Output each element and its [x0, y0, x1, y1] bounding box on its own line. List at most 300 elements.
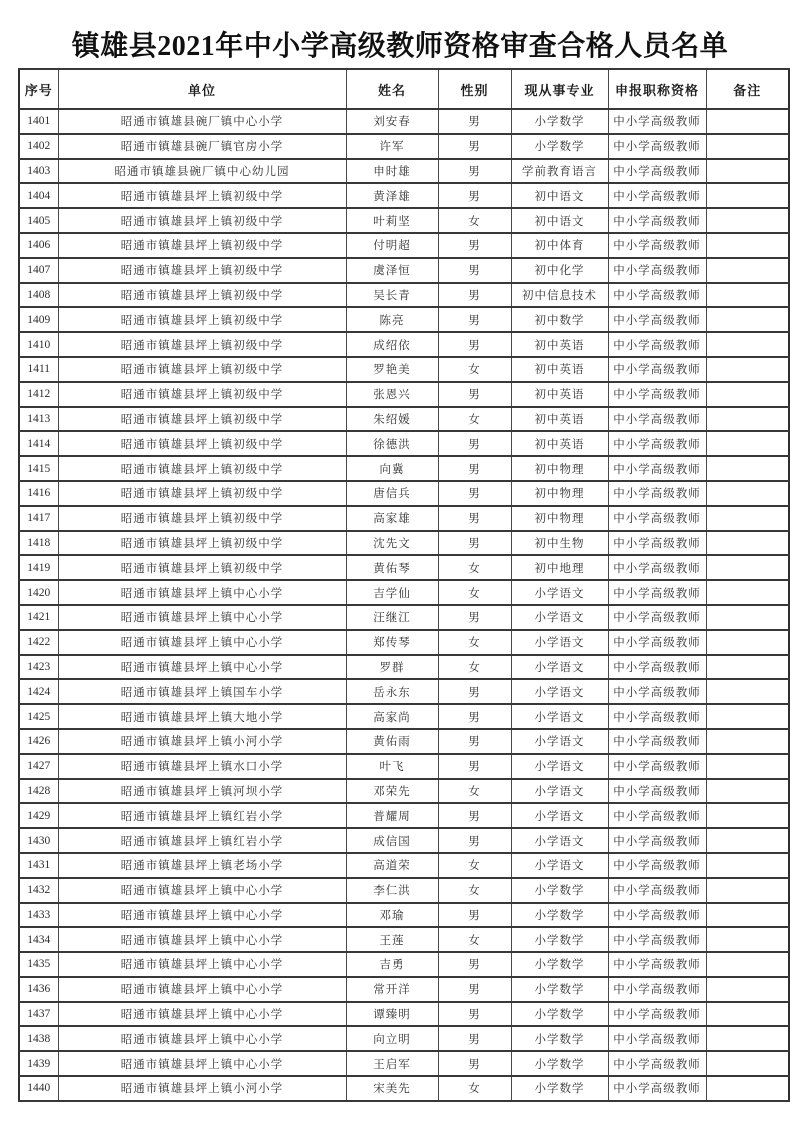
cell-profession: 小学数学 [511, 878, 608, 903]
cell-profession: 小学数学 [511, 1076, 608, 1101]
cell-name: 刘安春 [346, 109, 438, 134]
cell-index: 1439 [19, 1051, 58, 1076]
column-header-unit: 单位 [58, 69, 346, 109]
cell-unit: 昭通市镇雄县坪上镇中心小学 [58, 977, 346, 1002]
column-header-remark: 备注 [706, 69, 789, 109]
cell-unit: 昭通市镇雄县坪上镇中心小学 [58, 903, 346, 928]
table-row [19, 1002, 789, 1027]
cell-gender: 男 [438, 828, 511, 853]
table-row [19, 952, 789, 977]
cell-remark [706, 878, 789, 903]
cell-title-qualification: 中小学高级教师 [608, 779, 706, 804]
cell-gender: 女 [438, 630, 511, 655]
cell-gender: 男 [438, 1026, 511, 1051]
table-row [19, 655, 789, 680]
table-row [19, 729, 789, 754]
cell-profession: 小学数学 [511, 1051, 608, 1076]
cell-profession: 小学语文 [511, 803, 608, 828]
cell-remark [706, 1026, 789, 1051]
cell-index: 1402 [19, 134, 58, 159]
cell-profession: 小学数学 [511, 1002, 608, 1027]
table-row [19, 555, 789, 580]
cell-index: 1438 [19, 1026, 58, 1051]
cell-unit: 昭通市镇雄县坪上镇河坝小学 [58, 779, 346, 804]
table-row [19, 630, 789, 655]
cell-gender: 女 [438, 927, 511, 952]
cell-name: 郑传琴 [346, 630, 438, 655]
cell-gender: 男 [438, 382, 511, 407]
table-row [19, 828, 789, 853]
cell-name: 邓瑜 [346, 903, 438, 928]
cell-remark [706, 580, 789, 605]
cell-name: 李仁洪 [346, 878, 438, 903]
cell-name: 成绍依 [346, 332, 438, 357]
cell-profession: 小学语文 [511, 605, 608, 630]
cell-name: 申时雄 [346, 159, 438, 184]
cell-profession: 小学数学 [511, 109, 608, 134]
cell-index: 1440 [19, 1076, 58, 1101]
cell-index: 1419 [19, 555, 58, 580]
cell-index: 1418 [19, 531, 58, 556]
cell-name: 汪继江 [346, 605, 438, 630]
cell-unit: 昭通市镇雄县坪上镇水口小学 [58, 754, 346, 779]
cell-title-qualification: 中小学高级教师 [608, 803, 706, 828]
cell-remark [706, 605, 789, 630]
table-row [19, 704, 789, 729]
cell-gender: 男 [438, 754, 511, 779]
cell-name: 高家雄 [346, 506, 438, 531]
cell-title-qualification: 中小学高级教师 [608, 183, 706, 208]
cell-title-qualification: 中小学高级教师 [608, 952, 706, 977]
cell-title-qualification: 中小学高级教师 [608, 283, 706, 308]
cell-unit: 昭通市镇雄县坪上镇小河小学 [58, 729, 346, 754]
cell-name: 叶莉坚 [346, 208, 438, 233]
cell-remark [706, 555, 789, 580]
cell-unit: 昭通市镇雄县坪上镇中心小学 [58, 1051, 346, 1076]
cell-unit: 昭通市镇雄县坪上镇初级中学 [58, 531, 346, 556]
cell-title-qualification: 中小学高级教师 [608, 233, 706, 258]
cell-index: 1404 [19, 183, 58, 208]
cell-unit: 昭通市镇雄县坪上镇初级中学 [58, 258, 346, 283]
cell-name: 黄泽雄 [346, 183, 438, 208]
cell-remark [706, 679, 789, 704]
cell-name: 沈先文 [346, 531, 438, 556]
cell-gender: 男 [438, 1002, 511, 1027]
cell-profession: 初中信息技术 [511, 283, 608, 308]
cell-name: 付明超 [346, 233, 438, 258]
cell-remark [706, 729, 789, 754]
table-row [19, 903, 789, 928]
table-row [19, 605, 789, 630]
cell-gender: 男 [438, 977, 511, 1002]
cell-title-qualification: 中小学高级教师 [608, 704, 706, 729]
cell-gender: 女 [438, 357, 511, 382]
cell-remark [706, 357, 789, 382]
cell-title-qualification: 中小学高级教师 [608, 754, 706, 779]
cell-title-qualification: 中小学高级教师 [608, 679, 706, 704]
cell-gender: 女 [438, 1076, 511, 1101]
cell-name: 向立明 [346, 1026, 438, 1051]
cell-profession: 初中英语 [511, 332, 608, 357]
cell-gender: 女 [438, 878, 511, 903]
cell-title-qualification: 中小学高级教师 [608, 531, 706, 556]
cell-name: 邓荣先 [346, 779, 438, 804]
cell-name: 高家尚 [346, 704, 438, 729]
cell-title-qualification: 中小学高级教师 [608, 878, 706, 903]
cell-index: 1409 [19, 307, 58, 332]
cell-unit: 昭通市镇雄县坪上镇初级中学 [58, 183, 346, 208]
table-row [19, 456, 789, 481]
cell-name: 普耀周 [346, 803, 438, 828]
cell-unit: 昭通市镇雄县坪上镇初级中学 [58, 431, 346, 456]
cell-title-qualification: 中小学高级教师 [608, 555, 706, 580]
cell-name: 黄佑雨 [346, 729, 438, 754]
cell-name: 唐信兵 [346, 481, 438, 506]
table-row [19, 481, 789, 506]
cell-profession: 小学数学 [511, 977, 608, 1002]
cell-name: 吉勇 [346, 952, 438, 977]
cell-remark [706, 803, 789, 828]
cell-name: 向冀 [346, 456, 438, 481]
cell-title-qualification: 中小学高级教师 [608, 630, 706, 655]
cell-name: 张恩兴 [346, 382, 438, 407]
cell-profession: 小学数学 [511, 903, 608, 928]
cell-title-qualification: 中小学高级教师 [608, 580, 706, 605]
cell-remark [706, 977, 789, 1002]
cell-name: 谭臻明 [346, 1002, 438, 1027]
cell-unit: 昭通市镇雄县坪上镇初级中学 [58, 208, 346, 233]
cell-unit: 昭通市镇雄县坪上镇中心小学 [58, 1026, 346, 1051]
cell-remark [706, 109, 789, 134]
cell-index: 1436 [19, 977, 58, 1002]
cell-profession: 初中语文 [511, 183, 608, 208]
cell-index: 1421 [19, 605, 58, 630]
cell-gender: 男 [438, 332, 511, 357]
cell-name: 徐德洪 [346, 431, 438, 456]
cell-unit: 昭通市镇雄县坪上镇红岩小学 [58, 803, 346, 828]
cell-index: 1429 [19, 803, 58, 828]
cell-title-qualification: 中小学高级教师 [608, 1051, 706, 1076]
column-header-title-qualification: 申报职称资格 [608, 69, 706, 109]
cell-remark [706, 407, 789, 432]
cell-index: 1422 [19, 630, 58, 655]
cell-profession: 小学数学 [511, 1026, 608, 1051]
cell-gender: 女 [438, 208, 511, 233]
cell-title-qualification: 中小学高级教师 [608, 506, 706, 531]
cell-title-qualification: 中小学高级教师 [608, 853, 706, 878]
cell-gender: 男 [438, 481, 511, 506]
cell-gender: 女 [438, 580, 511, 605]
cell-unit: 昭通市镇雄县坪上镇初级中学 [58, 357, 346, 382]
cell-profession: 小学语文 [511, 580, 608, 605]
cell-remark [706, 134, 789, 159]
cell-name: 吴长青 [346, 283, 438, 308]
cell-gender: 男 [438, 307, 511, 332]
cell-index: 1410 [19, 332, 58, 357]
cell-gender: 男 [438, 506, 511, 531]
cell-remark [706, 307, 789, 332]
table-row [19, 679, 789, 704]
cell-index: 1431 [19, 853, 58, 878]
table-row [19, 208, 789, 233]
cell-title-qualification: 中小学高级教师 [608, 1026, 706, 1051]
table-row [19, 332, 789, 357]
cell-profession: 小学语文 [511, 828, 608, 853]
cell-name: 吉学仙 [346, 580, 438, 605]
cell-remark [706, 382, 789, 407]
cell-profession: 小学语文 [511, 729, 608, 754]
cell-gender: 男 [438, 704, 511, 729]
cell-profession: 初中数学 [511, 307, 608, 332]
cell-index: 1427 [19, 754, 58, 779]
cell-title-qualification: 中小学高级教师 [608, 1076, 706, 1101]
table-row [19, 159, 789, 184]
cell-name: 岳永东 [346, 679, 438, 704]
cell-unit: 昭通市镇雄县坪上镇初级中学 [58, 555, 346, 580]
cell-index: 1408 [19, 283, 58, 308]
cell-index: 1420 [19, 580, 58, 605]
cell-profession: 初中地理 [511, 555, 608, 580]
cell-remark [706, 1076, 789, 1101]
cell-remark [706, 208, 789, 233]
cell-gender: 男 [438, 258, 511, 283]
cell-name: 许军 [346, 134, 438, 159]
table-row [19, 357, 789, 382]
cell-remark [706, 481, 789, 506]
cell-profession: 小学数学 [511, 952, 608, 977]
cell-remark [706, 828, 789, 853]
cell-remark [706, 853, 789, 878]
cell-profession: 初中物理 [511, 456, 608, 481]
cell-title-qualification: 中小学高级教师 [608, 927, 706, 952]
table-row [19, 431, 789, 456]
table-row [19, 878, 789, 903]
cell-profession: 初中生物 [511, 531, 608, 556]
column-header-gender: 性别 [438, 69, 511, 109]
cell-index: 1417 [19, 506, 58, 531]
cell-remark [706, 283, 789, 308]
cell-name: 叶飞 [346, 754, 438, 779]
cell-profession: 小学语文 [511, 779, 608, 804]
cell-name: 罗群 [346, 655, 438, 680]
table-row [19, 927, 789, 952]
cell-unit: 昭通市镇雄县坪上镇初级中学 [58, 506, 346, 531]
cell-gender: 女 [438, 779, 511, 804]
cell-remark [706, 903, 789, 928]
cell-gender: 女 [438, 407, 511, 432]
cell-unit: 昭通市镇雄县坪上镇大地小学 [58, 704, 346, 729]
cell-remark [706, 506, 789, 531]
cell-gender: 男 [438, 605, 511, 630]
cell-remark [706, 531, 789, 556]
cell-remark [706, 704, 789, 729]
table-row [19, 779, 789, 804]
cell-title-qualification: 中小学高级教师 [608, 729, 706, 754]
table-header-row [19, 69, 789, 109]
cell-remark [706, 754, 789, 779]
column-header-index: 序号 [19, 69, 58, 109]
cell-index: 1413 [19, 407, 58, 432]
cell-gender: 女 [438, 853, 511, 878]
cell-index: 1432 [19, 878, 58, 903]
cell-name: 成信国 [346, 828, 438, 853]
cell-remark [706, 1002, 789, 1027]
cell-gender: 男 [438, 283, 511, 308]
cell-title-qualification: 中小学高级教师 [608, 109, 706, 134]
table-row [19, 754, 789, 779]
cell-index: 1406 [19, 233, 58, 258]
cell-index: 1415 [19, 456, 58, 481]
cell-unit: 昭通市镇雄县坪上镇初级中学 [58, 307, 346, 332]
cell-index: 1401 [19, 109, 58, 134]
cell-name: 王启军 [346, 1051, 438, 1076]
cell-unit: 昭通市镇雄县坪上镇中心小学 [58, 605, 346, 630]
cell-name: 朱绍媛 [346, 407, 438, 432]
table-row [19, 1051, 789, 1076]
cell-gender: 男 [438, 109, 511, 134]
cell-profession: 初中物理 [511, 506, 608, 531]
cell-remark [706, 779, 789, 804]
cell-remark [706, 183, 789, 208]
cell-name: 高道荣 [346, 853, 438, 878]
cell-unit: 昭通市镇雄县坪上镇中心小学 [58, 952, 346, 977]
table-row [19, 1076, 789, 1101]
table-row [19, 803, 789, 828]
table-row [19, 283, 789, 308]
cell-index: 1412 [19, 382, 58, 407]
cell-name: 陈亮 [346, 307, 438, 332]
cell-gender: 男 [438, 679, 511, 704]
cell-title-qualification: 中小学高级教师 [608, 605, 706, 630]
table-row [19, 233, 789, 258]
cell-index: 1407 [19, 258, 58, 283]
cell-unit: 昭通市镇雄县坪上镇中心小学 [58, 1002, 346, 1027]
cell-gender: 男 [438, 159, 511, 184]
cell-index: 1416 [19, 481, 58, 506]
cell-gender: 男 [438, 1051, 511, 1076]
cell-name: 王莲 [346, 927, 438, 952]
cell-unit: 昭通市镇雄县坪上镇红岩小学 [58, 828, 346, 853]
table-row [19, 134, 789, 159]
cell-profession: 小学语文 [511, 704, 608, 729]
cell-unit: 昭通市镇雄县坪上镇国车小学 [58, 679, 346, 704]
cell-gender: 男 [438, 134, 511, 159]
teacher-roster-table [18, 68, 790, 1102]
cell-gender: 男 [438, 431, 511, 456]
cell-unit: 昭通市镇雄县坪上镇初级中学 [58, 407, 346, 432]
cell-gender: 男 [438, 952, 511, 977]
cell-index: 1403 [19, 159, 58, 184]
cell-unit: 昭通市镇雄县坪上镇小河小学 [58, 1076, 346, 1101]
table-row [19, 183, 789, 208]
cell-title-qualification: 中小学高级教师 [608, 332, 706, 357]
cell-profession: 初中化学 [511, 258, 608, 283]
cell-profession: 初中英语 [511, 407, 608, 432]
cell-title-qualification: 中小学高级教师 [608, 307, 706, 332]
cell-unit: 昭通市镇雄县坪上镇老场小学 [58, 853, 346, 878]
cell-remark [706, 927, 789, 952]
column-header-profession: 现从事专业 [511, 69, 608, 109]
cell-name: 黄佑琴 [346, 555, 438, 580]
table-body [19, 109, 789, 1101]
cell-unit: 昭通市镇雄县碗厂镇中心幼儿园 [58, 159, 346, 184]
cell-unit: 昭通市镇雄县碗厂镇中心小学 [58, 109, 346, 134]
cell-remark [706, 431, 789, 456]
cell-index: 1411 [19, 357, 58, 382]
cell-profession: 小学语文 [511, 754, 608, 779]
cell-name: 宋美先 [346, 1076, 438, 1101]
cell-unit: 昭通市镇雄县坪上镇中心小学 [58, 580, 346, 605]
cell-gender: 男 [438, 903, 511, 928]
cell-index: 1405 [19, 208, 58, 233]
cell-remark [706, 233, 789, 258]
cell-profession: 学前教育语言 [511, 159, 608, 184]
cell-remark [706, 332, 789, 357]
cell-gender: 女 [438, 655, 511, 680]
table-row [19, 258, 789, 283]
cell-title-qualification: 中小学高级教师 [608, 208, 706, 233]
cell-remark [706, 630, 789, 655]
cell-unit: 昭通市镇雄县坪上镇初级中学 [58, 283, 346, 308]
cell-unit: 昭通市镇雄县坪上镇初级中学 [58, 233, 346, 258]
cell-remark [706, 456, 789, 481]
cell-gender: 男 [438, 233, 511, 258]
page-title: 镇雄县2021年中小学高级教师资格审查合格人员名单 [71, 31, 729, 62]
cell-index: 1424 [19, 679, 58, 704]
cell-title-qualification: 中小学高级教师 [608, 382, 706, 407]
cell-title-qualification: 中小学高级教师 [608, 655, 706, 680]
cell-title-qualification: 中小学高级教师 [608, 407, 706, 432]
cell-index: 1423 [19, 655, 58, 680]
cell-gender: 男 [438, 183, 511, 208]
cell-unit: 昭通市镇雄县坪上镇中心小学 [58, 878, 346, 903]
cell-title-qualification: 中小学高级教师 [608, 456, 706, 481]
cell-unit: 昭通市镇雄县坪上镇中心小学 [58, 655, 346, 680]
cell-title-qualification: 中小学高级教师 [608, 1002, 706, 1027]
cell-unit: 昭通市镇雄县碗厂镇官房小学 [58, 134, 346, 159]
cell-profession: 初中语文 [511, 208, 608, 233]
cell-title-qualification: 中小学高级教师 [608, 828, 706, 853]
cell-index: 1433 [19, 903, 58, 928]
table-row [19, 580, 789, 605]
table-row [19, 382, 789, 407]
cell-index: 1437 [19, 1002, 58, 1027]
cell-unit: 昭通市镇雄县坪上镇初级中学 [58, 456, 346, 481]
table-row [19, 307, 789, 332]
table-row [19, 977, 789, 1002]
cell-index: 1425 [19, 704, 58, 729]
cell-remark [706, 1051, 789, 1076]
cell-index: 1414 [19, 431, 58, 456]
cell-name: 常开洋 [346, 977, 438, 1002]
cell-profession: 小学语文 [511, 679, 608, 704]
cell-gender: 男 [438, 729, 511, 754]
table-row [19, 506, 789, 531]
cell-title-qualification: 中小学高级教师 [608, 159, 706, 184]
table-row [19, 407, 789, 432]
cell-index: 1435 [19, 952, 58, 977]
cell-unit: 昭通市镇雄县坪上镇初级中学 [58, 481, 346, 506]
cell-title-qualification: 中小学高级教师 [608, 481, 706, 506]
table-row [19, 853, 789, 878]
cell-index: 1434 [19, 927, 58, 952]
cell-profession: 小学语文 [511, 853, 608, 878]
cell-title-qualification: 中小学高级教师 [608, 431, 706, 456]
cell-unit: 昭通市镇雄县坪上镇中心小学 [58, 927, 346, 952]
cell-profession: 小学数学 [511, 927, 608, 952]
cell-title-qualification: 中小学高级教师 [608, 903, 706, 928]
table-row [19, 109, 789, 134]
